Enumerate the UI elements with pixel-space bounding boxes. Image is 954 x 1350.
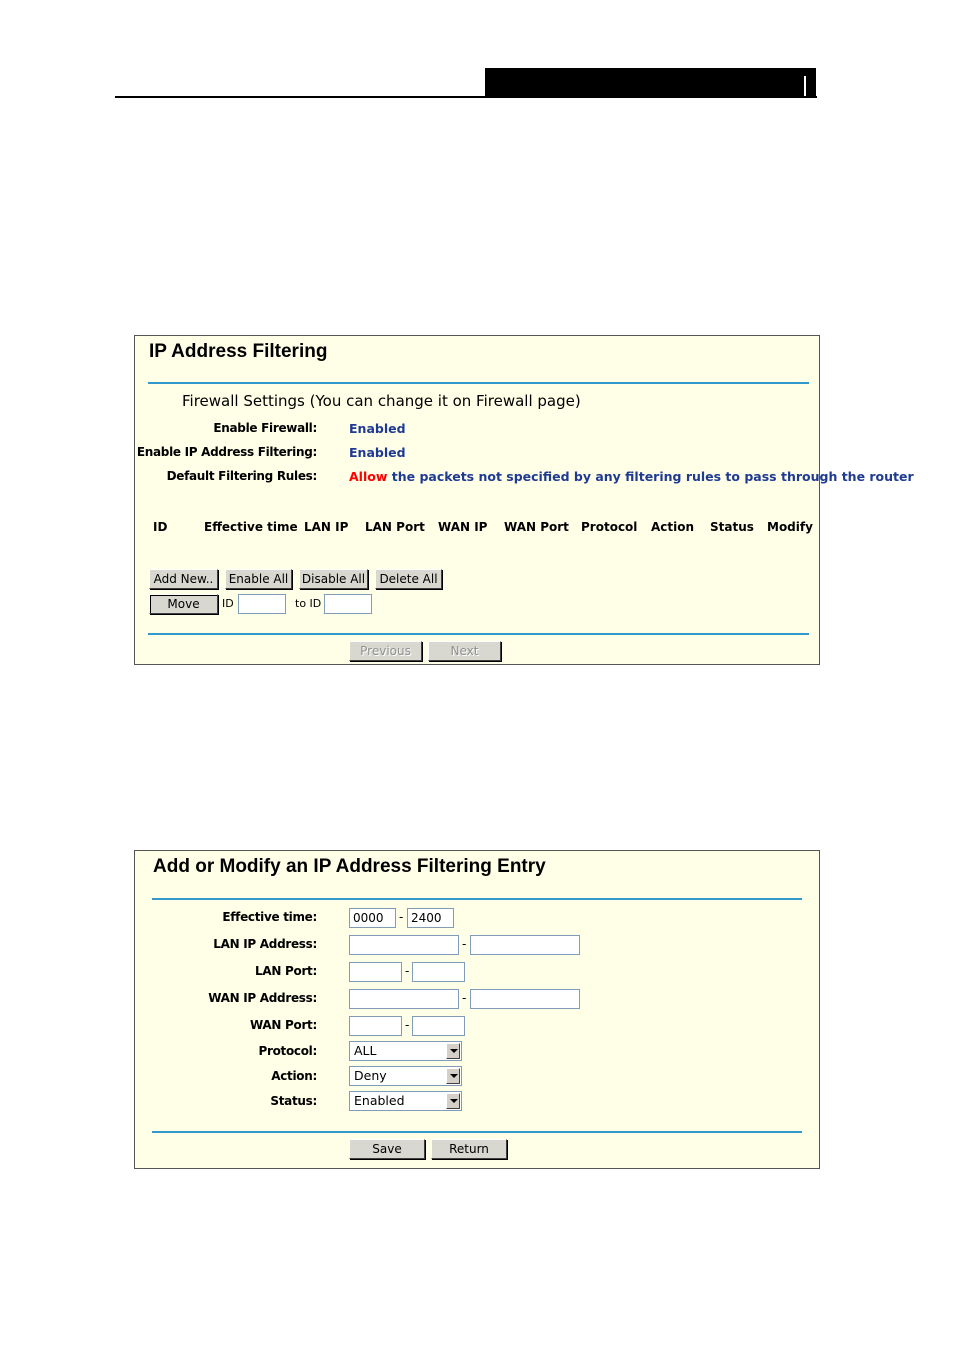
col-modify: Modify [767, 520, 813, 534]
move-to-id-input[interactable] [324, 594, 372, 614]
delete-all-button[interactable]: Delete All [375, 569, 442, 589]
next-button[interactable]: Next [428, 641, 501, 661]
col-action: Action [651, 520, 695, 534]
action-label: Action: [271, 1069, 317, 1083]
effective-time-label: Effective time: [222, 910, 317, 924]
protocol-label: Protocol: [258, 1044, 317, 1058]
return-button[interactable]: Return [431, 1139, 507, 1159]
move-id-label: ID [222, 597, 234, 610]
previous-button[interactable]: Previous [349, 641, 422, 661]
lan-port-start-input[interactable] [349, 962, 402, 982]
col-protocol: Protocol [581, 520, 638, 534]
lan-port-end-input[interactable] [412, 962, 465, 982]
col-wan-port: WAN Port [504, 520, 569, 534]
save-button[interactable]: Save [349, 1139, 425, 1159]
wan-ip-label: WAN IP Address: [208, 991, 317, 1005]
move-id-input[interactable] [238, 594, 286, 614]
ip-address-filtering-panel [134, 335, 914, 665]
move-to-id-label: to ID [295, 597, 322, 610]
wan-port-end-input[interactable] [412, 1016, 465, 1036]
enable-firewall-label: Enable Firewall: [213, 421, 317, 435]
wan-ip-start-input[interactable] [349, 989, 459, 1009]
lan-ip-start-input[interactable] [349, 935, 459, 955]
default-filtering-rules-label: Default Filtering Rules: [166, 469, 317, 483]
action-selected-value: Deny [354, 1068, 387, 1083]
action-select[interactable] [349, 1066, 462, 1086]
status-label: Status: [270, 1094, 317, 1108]
separator: - [405, 1018, 410, 1032]
col-id: ID [153, 520, 168, 534]
col-lan-port: LAN Port [365, 520, 425, 534]
status-selected-value: Enabled [354, 1093, 405, 1108]
chevron-down-icon[interactable] [446, 1093, 460, 1109]
time-start-input[interactable] [349, 908, 396, 928]
time-end-input[interactable] [407, 908, 454, 928]
wan-port-start-input[interactable] [349, 1016, 402, 1036]
disable-all-button[interactable]: Disable All [299, 569, 368, 589]
wan-port-label: WAN Port: [250, 1018, 317, 1032]
title-divider [148, 382, 809, 384]
firewall-settings-subtitle: Firewall Settings (You can change it on Firewall page) [182, 392, 581, 410]
panel-title: Add or Modify an IP Address Filtering Entry [153, 856, 546, 877]
header-bar-line [804, 76, 806, 97]
lan-ip-label: LAN IP Address: [213, 937, 317, 951]
bottom-divider [152, 1131, 802, 1133]
separator: - [405, 964, 410, 978]
wan-ip-end-input[interactable] [470, 989, 580, 1009]
status-select[interactable] [349, 1091, 462, 1111]
col-wan-ip: WAN IP [438, 520, 488, 534]
enable-ip-filtering-value: Enabled [349, 445, 406, 460]
enable-firewall-value: Enabled [349, 421, 406, 436]
lan-port-label: LAN Port: [255, 964, 317, 978]
add-modify-entry-panel [134, 850, 820, 1169]
header-bar [485, 68, 816, 97]
default-rule-text: the packets not specified by any filtering rules to pass through the router [391, 469, 914, 484]
allow-keyword: Allow [349, 469, 388, 484]
enable-ip-filtering-label: Enable IP Address Filtering: [136, 445, 317, 459]
bottom-divider [148, 633, 809, 635]
protocol-selected-value: ALL [354, 1043, 377, 1058]
separator: - [462, 991, 467, 1005]
default-filtering-rules-value [349, 469, 914, 484]
title-divider [152, 898, 802, 900]
enable-all-button[interactable]: Enable All [225, 569, 292, 589]
chevron-down-icon[interactable] [446, 1068, 460, 1084]
protocol-select[interactable] [349, 1041, 462, 1061]
panel-title: IP Address Filtering [149, 341, 328, 362]
separator: - [462, 937, 467, 951]
col-effective-time: Effective time [204, 520, 298, 534]
add-new-button[interactable]: Add New.. [149, 569, 218, 589]
header-rule [115, 96, 817, 98]
col-status: Status [710, 520, 754, 534]
lan-ip-end-input[interactable] [470, 935, 580, 955]
col-lan-ip: LAN IP [304, 520, 349, 534]
move-button[interactable]: Move [149, 594, 218, 614]
chevron-down-icon[interactable] [446, 1043, 460, 1059]
separator: - [399, 910, 404, 924]
